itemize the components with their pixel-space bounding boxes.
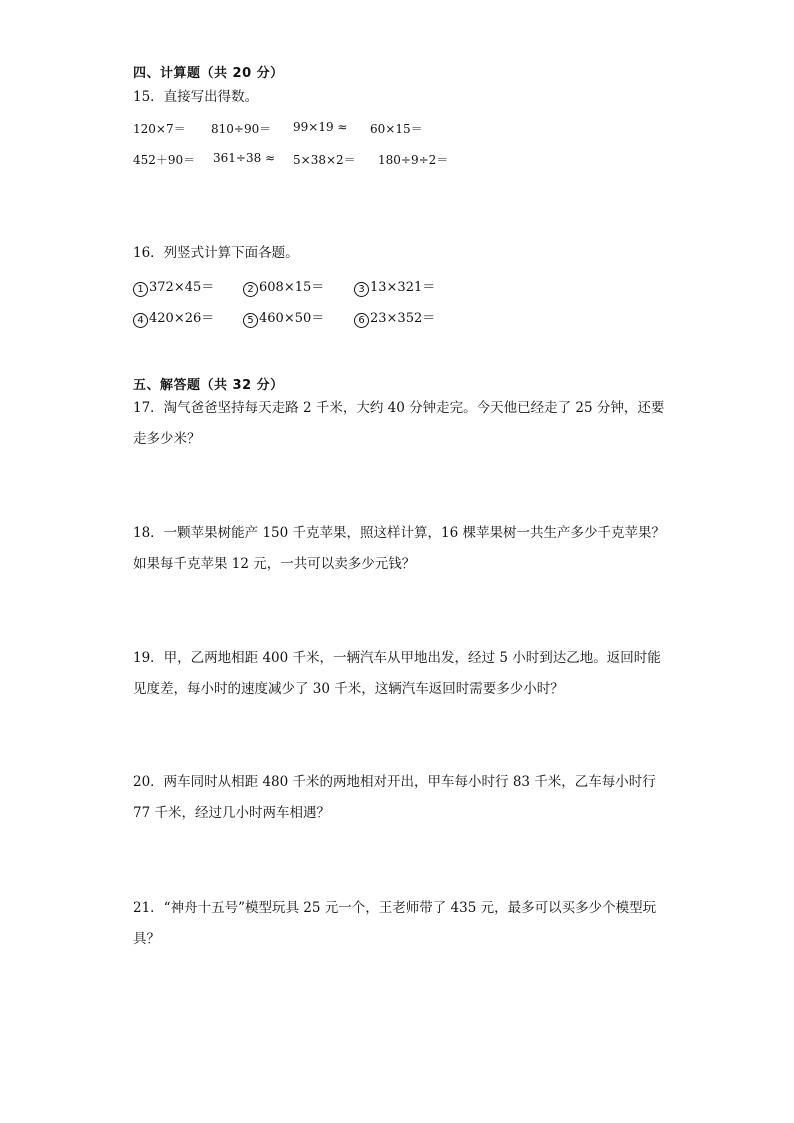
vertical-calc-item: [133, 276, 214, 297]
section-4-title: 四、计算题（共 20 分）: [133, 66, 284, 81]
calc-item: 5×38×2＝: [293, 153, 356, 167]
calc-expression: 13×321＝: [370, 280, 436, 295]
section-5-title: 五、解答题（共 32 分）: [133, 378, 284, 393]
question-18: 18．一颗苹果树能产 150 千克苹果，照这样计算，16 棵苹果树一共生产多少千克苹果？如果每千克苹果 12 元，一共可以卖多少元钱？: [133, 525, 665, 572]
vertical-calc-item: [354, 276, 435, 297]
calc-expression: 372×45＝: [149, 280, 215, 295]
question-20: 20．两车同时从相距 480 千米的两地相对开出，甲车每小时行 83 千米，乙车每小时行 77 千米，经过几小时两车相遇？: [133, 774, 656, 821]
question-15-prompt: 15．直接写出得数。: [133, 89, 259, 105]
question-16-prompt: 16．列竖式计算下面各题。: [133, 245, 299, 261]
circled-number-icon: 5: [243, 313, 258, 328]
question-17: 17．淘气爸爸坚持每天走路 2 千米，大约 40 分钟走完。今天他已经走了 25 分钟，还要走多少米？: [133, 400, 665, 447]
circled-number-icon: 2: [243, 282, 258, 297]
vertical-calc-item: [243, 276, 324, 297]
circled-number-icon: 4: [133, 313, 148, 328]
circled-number-icon: 1: [133, 282, 148, 297]
calc-item: 361÷38 ≈: [213, 151, 276, 165]
calc-expression: 608×15＝: [259, 280, 325, 295]
question-19: 19．甲，乙两地相距 400 千米，一辆汽车从甲地出发，经过 5 小时到达乙地。返回时能见度差，每小时的速度减少了 30 千米，这辆汽车返回时需要多少小时？: [133, 650, 661, 697]
vertical-calc-item: [243, 307, 324, 328]
question-21: 21．“神舟十五号”模型玩具 25 元一个，王老师带了 435 元，最多可以买多少个模型玩具？: [133, 900, 657, 947]
circled-number-icon: 3: [354, 282, 369, 297]
calc-item: 810÷90＝: [211, 122, 272, 136]
calc-item: 99×19 ≈: [293, 120, 348, 134]
calc-item: 180÷9÷2＝: [378, 153, 449, 167]
vertical-calc-item: [354, 307, 435, 328]
calc-expression: 420×26＝: [149, 311, 215, 326]
calc-item: 60×15＝: [370, 122, 423, 136]
calc-expression: 460×50＝: [259, 311, 325, 326]
calc-expression: 23×352＝: [370, 311, 436, 326]
vertical-calc-item: [133, 307, 214, 328]
circled-number-icon: 6: [354, 313, 369, 328]
calc-item: 120×7＝: [133, 122, 186, 136]
calc-item: 452＋90＝: [133, 153, 196, 167]
